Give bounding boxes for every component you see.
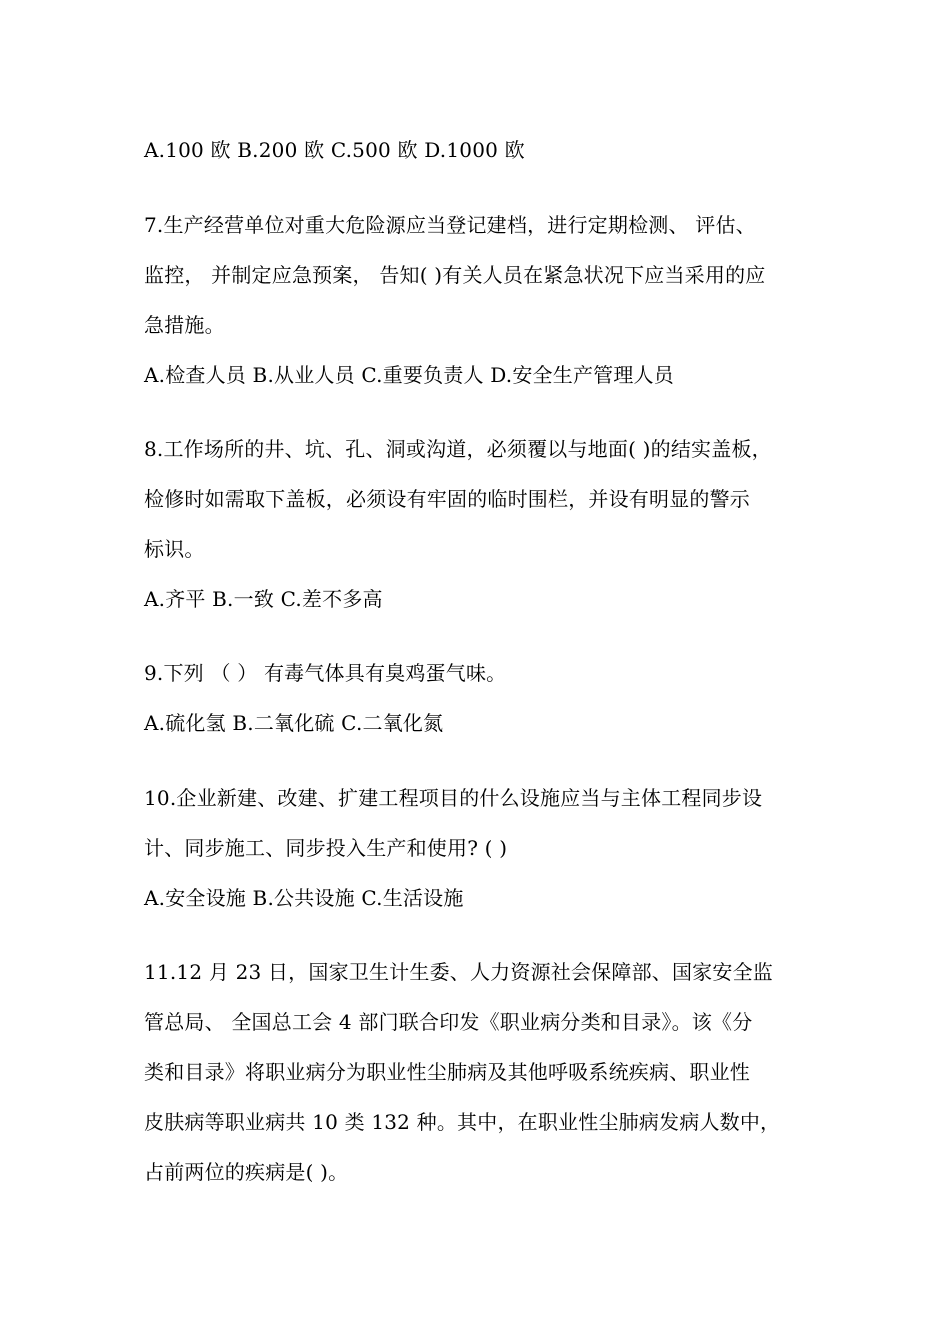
q6-options: A.100 欧 B.200 欧 C.500 欧 D.1000 欧 — [144, 138, 525, 162]
q11-stem-line-1: 11.12 月 23 日，国家卫生计生委、人力资源社会保障部、国家安全监 — [144, 960, 773, 984]
q11-stem-line-5: 占前两位的疾病是( )。 — [144, 1160, 349, 1184]
q11-stem-line-2: 管总局、 全国总工会 4 部门联合印发《职业病分类和目录》。该《分 — [144, 1010, 753, 1034]
q11-stem-line-4: 皮肤病等职业病共 10 类 132 种。其中，在职业性尘肺病发病人数中， — [144, 1110, 781, 1134]
q8-stem-line-1: 8.工作场所的井、坑、孔、洞或沟道，必须覆以与地面( )的结实盖板， — [144, 437, 772, 461]
q7-stem-line-3: 急措施。 — [144, 313, 225, 337]
q7-stem-line-1: 7.生产经营单位对重大危险源应当登记建档，进行定期检测、 评估、 — [144, 213, 756, 237]
q11-stem-line-3: 类和目录》将职业病分为职业性尘肺病及其他呼吸系统疾病、职业性 — [144, 1060, 750, 1084]
q9-options: A.硫化氢 B.二氧化硫 C.二氧化氮 — [144, 711, 444, 735]
q8-stem-line-3: 标识。 — [144, 537, 205, 561]
q7-stem-line-2: 监控， 并制定应急预案， 告知( )有关人员在紧急状况下应当采用的应 — [144, 263, 766, 287]
q10-options: A.安全设施 B.公共设施 C.生活设施 — [144, 886, 464, 910]
q7-options: A.检查人员 B.从业人员 C.重要负责人 D.安全生产管理人员 — [144, 363, 674, 387]
q8-options: A.齐平 B.一致 C.差不多高 — [144, 587, 383, 611]
q9-stem-line-1: 9.下列 （ ） 有毒气体具有臭鸡蛋气味。 — [144, 661, 507, 685]
q10-stem-line-2: 计、同步施工、同步投入生产和使用? ( ) — [144, 836, 508, 860]
q10-stem-line-1: 10.企业新建、改建、扩建工程项目的什么设施应当与主体工程同步设 — [144, 786, 763, 810]
q8-stem-line-2: 检修时如需取下盖板，必须设有牢固的临时围栏，并设有明显的警示 — [144, 487, 750, 511]
